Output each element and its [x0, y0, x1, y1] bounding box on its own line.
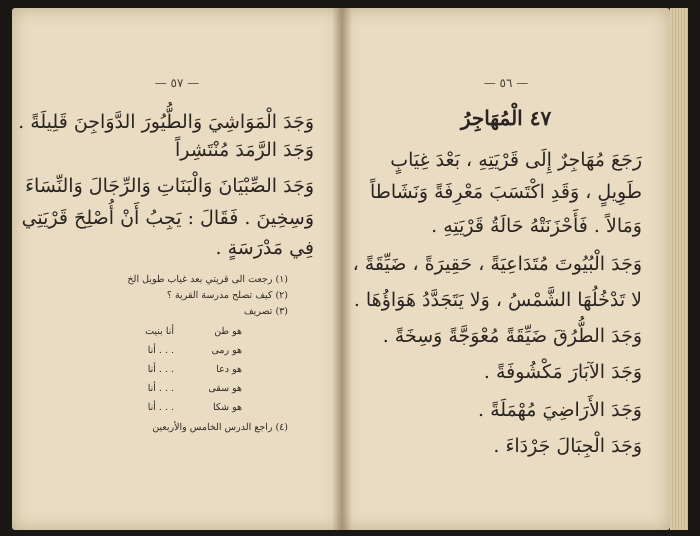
text-line: وَجَدَ الطُّرُقَ ضَيِّقَةً مُعْوَجَّةً وَسِخَةً . [382, 325, 642, 347]
exercise-line: (٣) تصريف [243, 306, 288, 317]
text-line: وَجَدَ الصِّبْيَانَ وَالْبَنَاتِ وَالرِّجَالَ وَالنِّسَاءَ [25, 175, 314, 197]
conjugation-pronoun: هو سقى [208, 383, 242, 394]
conjugation-pronoun: هو شكا [212, 402, 242, 413]
conjugation-answer: أنا بنيت [145, 326, 174, 337]
text-line: وَجَدَ الآبَارَ مَكْشُوفَةً . [483, 361, 642, 383]
text-line: طَوِيلٍ ، وَقَدِ اكْتَسَبَ مَعْرِفَةً وَنَشَاطاً [369, 181, 642, 203]
text-line: وَجَدَ الأَرَاضِيَ مُهْمَلَةً . [478, 399, 642, 421]
conjugation-answer: . . . أنا [147, 364, 174, 375]
conjugation-answer: . . . أنا [147, 383, 174, 394]
page-number: — ٥٧ — [154, 76, 200, 90]
text-line: وَسِخِينَ . فَقَالَ : يَجِبُ أَنْ أُصْلِحَ قَرْيَتِي [21, 207, 314, 229]
book-gutter [332, 8, 352, 530]
text-line: رَجَعَ مُهَاجِرٌ إِلَى قَرْيَتِهِ ، بَعْدَ غِيَابٍ [390, 149, 642, 171]
text-line: وَمَالاً . فَأَحْزَنَتْهُ حَالَةُ قَرْيَتِهِ . [431, 215, 642, 237]
left-page [12, 8, 342, 530]
exercise-line: (٢) كيف تصلح مدرسة القرية ؟ [166, 290, 288, 301]
right-page [342, 8, 670, 530]
text-line: فِي مَدْرَسَةٍ . [215, 237, 314, 259]
exercise-line: (٤) راجع الدرس الخامس والأربعين [152, 422, 288, 433]
text-line: لا تَدْخُلُهَا الشَّمْسُ ، وَلا يَتَجَدَّدُ هَوَاؤُهَا . [353, 289, 642, 311]
lesson-title: ٤٧ الْمُهَاجِرُ [460, 106, 552, 130]
text-line: وَجَدَ الرَّمَدَ مُنْتَشِراً [174, 139, 314, 161]
conjugation-pronoun: هو دعا [216, 364, 242, 375]
text-line: وَجَدَ الْمَوَاشِيَ وَالطُّيُورَ الدَّوَاجِنَ قَلِيلَةً . [18, 111, 314, 133]
exercise-line: (١) رجعت الى قريتي بعد غياب طويل الخ [127, 274, 288, 285]
conjugation-pronoun: هو رمى [211, 345, 242, 356]
conjugation-pronoun: هو طن [214, 326, 242, 337]
page-number: — ٥٦ — [483, 76, 529, 90]
page-edges [670, 8, 688, 530]
conjugation-answer: . . . أنا [147, 345, 174, 356]
text-line: وَجَدَ الْبُيُوتَ مُتَدَاعِيَةً ، حَقِيرَةً ، ضَيِّقَةً ، [352, 253, 642, 275]
conjugation-answer: . . . أنا [147, 402, 174, 413]
text-line: وَجَدَ الْجِبَالَ جَرْدَاءَ . [493, 435, 642, 457]
